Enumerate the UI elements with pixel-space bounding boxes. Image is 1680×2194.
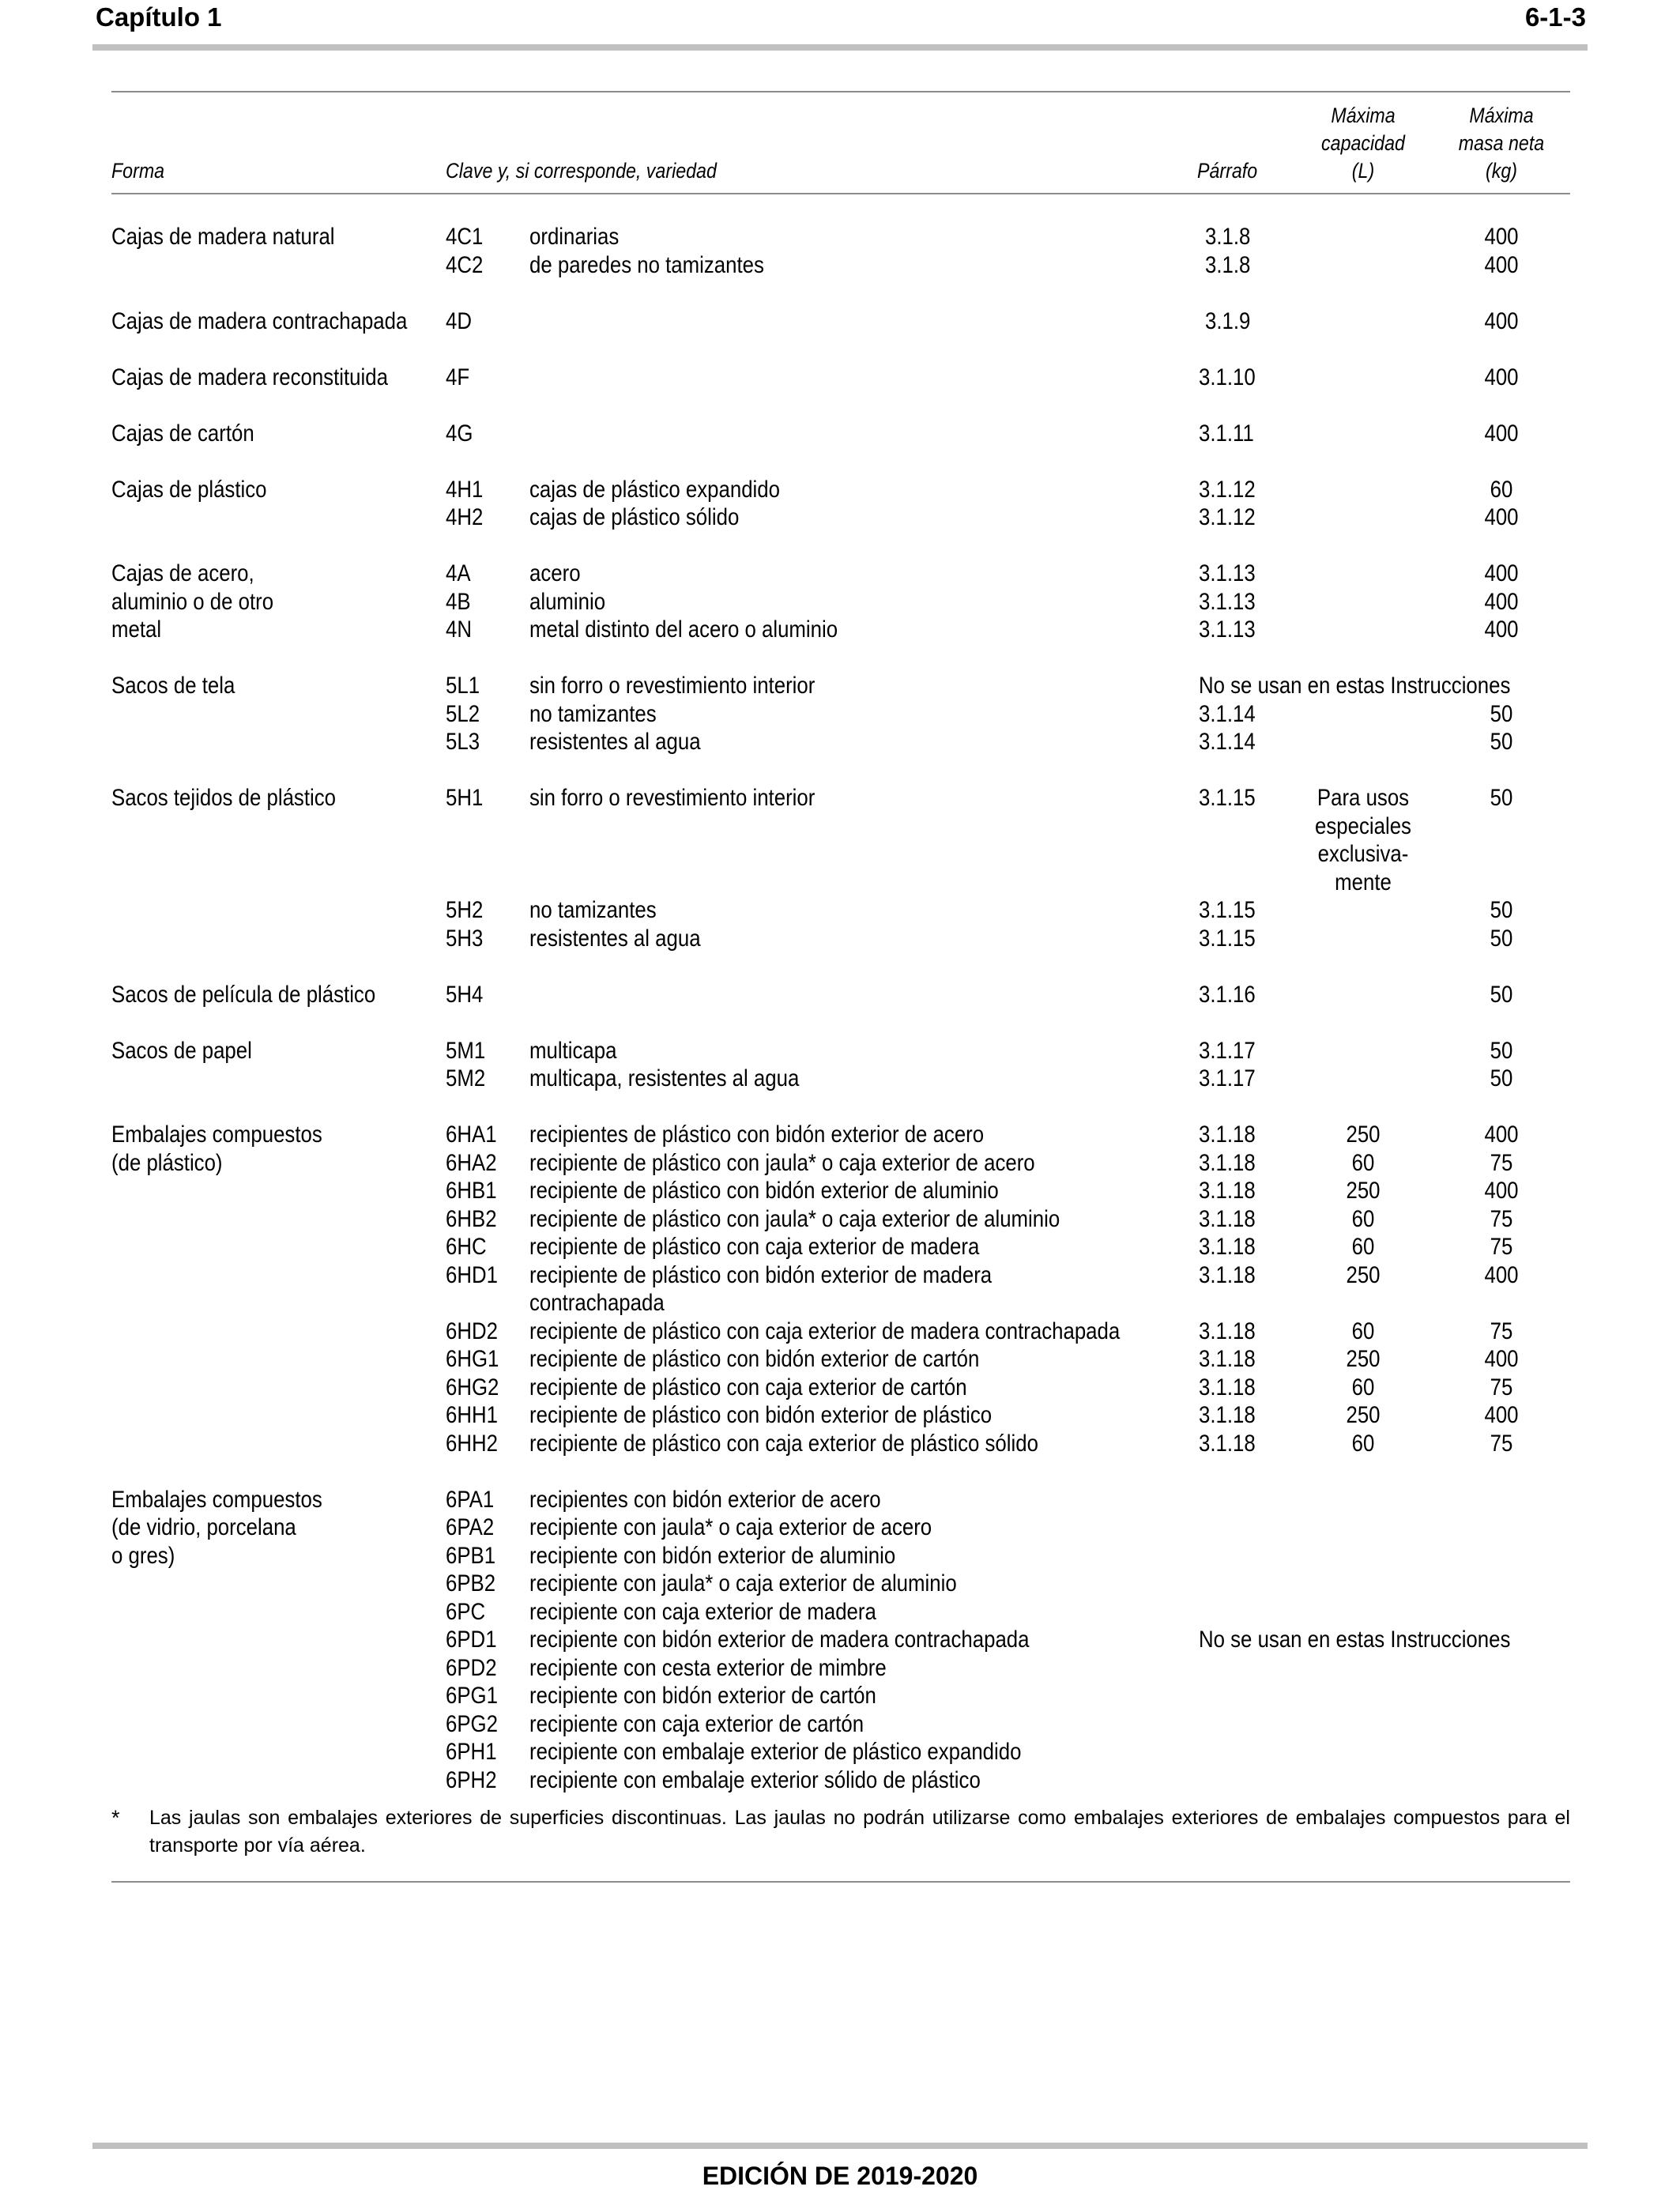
paragraph-cell: 3.1.17 <box>1199 1037 1256 1064</box>
paragraph-cell: 3.1.11 <box>1199 420 1254 447</box>
variety-cell: recipiente de plástico con bidón exterior de madera <box>529 1261 993 1288</box>
paragraph-cell: 3.1.9 <box>1205 307 1251 334</box>
paragraph-cell: 3.1.12 <box>1199 476 1256 503</box>
mass-cell: 50 <box>1490 1065 1513 1091</box>
forma-label: (de vidrio, porcelana <box>111 1514 296 1540</box>
code-cell: 5H4 <box>446 981 484 1008</box>
code-cell: 5L2 <box>446 700 480 727</box>
mass-cell: 50 <box>1490 925 1513 952</box>
variety-cell: recipiente con caja exterior de cartón <box>529 1710 864 1737</box>
variety-cell: cajas de plástico sólido <box>529 504 740 530</box>
forma-label: o gres) <box>111 1542 175 1569</box>
variety-cell: recipiente con bidón exterior de cartón <box>529 1683 876 1709</box>
code-cell: 6HD1 <box>446 1261 498 1288</box>
code-cell: 6PC <box>446 1598 486 1625</box>
paragraph-cell: 3.1.18 <box>1199 1234 1256 1260</box>
code-cell: 6PH2 <box>446 1766 497 1793</box>
mass-cell: 50 <box>1490 700 1513 727</box>
footnote-text: Las jaulas son embalajes exteriores de superficies discontinuas. Las jaulas no podrán utilizarse como embalajes exteriores de embalajes compuestos para el transporte por vía aérea. <box>149 1807 1570 1857</box>
variety-cell: recipiente con embalaje exterior sólido de plástico <box>529 1766 981 1793</box>
not-used-note: No se usan en estas Instrucciones <box>1199 1627 1511 1653</box>
code-cell: 4C2 <box>446 251 484 278</box>
variety-cell: metal distinto del acero o aluminio <box>529 616 838 643</box>
mass-cell: 50 <box>1490 785 1513 811</box>
variety-cell: contrachapada <box>529 1290 665 1316</box>
variety-cell: recipiente de plástico con caja exterior de madera contrachapada <box>529 1318 1121 1344</box>
col-header-masa-2: masa neta <box>1458 131 1545 155</box>
paragraph-cell: 3.1.18 <box>1199 1122 1256 1148</box>
variety-cell: ordinarias <box>529 224 620 250</box>
paragraph-cell: 3.1.18 <box>1199 1205 1256 1232</box>
mass-cell: 50 <box>1490 729 1513 755</box>
code-cell: 6HD2 <box>446 1318 498 1344</box>
variety-cell: recipiente de plástico con bidón exterior de cartón <box>529 1346 980 1372</box>
code-cell: 6PG1 <box>446 1683 498 1709</box>
capacity-cell: mente <box>1335 869 1392 895</box>
col-header-masa-1: Máxima <box>1469 104 1534 127</box>
code-cell: 6HB1 <box>446 1178 497 1204</box>
paragraph-cell: 3.1.12 <box>1199 504 1256 530</box>
forma-label: aluminio o de otro <box>111 588 274 615</box>
edition-label: EDICIÓN DE 2019-2020 <box>702 2162 978 2190</box>
code-cell: 6PA1 <box>446 1486 495 1513</box>
capacity-cell: 60 <box>1351 1205 1375 1232</box>
forma-label: Sacos de película de plástico <box>111 981 376 1008</box>
variety-cell: recipiente con cesta exterior de mimbre <box>529 1654 887 1681</box>
paragraph-cell: 3.1.18 <box>1199 1261 1256 1288</box>
code-cell: 4C1 <box>446 224 484 250</box>
capacity-cell: 60 <box>1351 1318 1375 1344</box>
mass-cell: 400 <box>1484 1178 1519 1204</box>
capacity-cell: 60 <box>1351 1234 1375 1260</box>
variety-cell: no tamizantes <box>529 897 657 923</box>
code-cell: 6PB1 <box>446 1542 496 1569</box>
mass-cell: 75 <box>1490 1374 1513 1400</box>
code-cell: 4D <box>446 307 472 334</box>
code-cell: 6PD1 <box>446 1627 497 1653</box>
paragraph-cell: 3.1.18 <box>1199 1318 1256 1344</box>
variety-cell: recipiente de plástico con jaula* o caja exterior de acero <box>529 1149 1035 1176</box>
variety-cell: de paredes no tamizantes <box>529 251 764 278</box>
capacity-cell: 250 <box>1346 1178 1381 1204</box>
variety-cell: recipiente con embalaje exterior de plástico expandido <box>529 1739 1022 1765</box>
variety-cell: resistentes al agua <box>529 729 701 755</box>
code-cell: 4F <box>446 364 470 390</box>
variety-cell: recipiente de plástico con caja exterior de plástico sólido <box>529 1430 1038 1457</box>
table-bottom-rule <box>111 1881 1570 1883</box>
code-cell: 5H2 <box>446 897 484 923</box>
capacity-cell: 60 <box>1351 1149 1375 1176</box>
code-cell: 5H1 <box>446 785 484 811</box>
forma-label: Sacos tejidos de plástico <box>111 785 336 811</box>
capacity-cell: Para usos <box>1317 785 1410 811</box>
variety-cell: recipiente con bidón exterior de aluminio <box>529 1542 896 1569</box>
variety-cell: resistentes al agua <box>529 925 701 952</box>
code-cell: 6HG2 <box>446 1374 499 1400</box>
mass-cell: 400 <box>1484 1122 1519 1148</box>
code-cell: 5L1 <box>446 673 480 699</box>
mass-cell: 400 <box>1484 364 1519 390</box>
code-cell: 4A <box>446 560 471 586</box>
capacity-cell: exclusiva- <box>1317 841 1409 867</box>
forma-label: metal <box>111 616 162 643</box>
footer-divider <box>92 2143 1588 2149</box>
chapter-title: Capítulo 1 <box>96 2 222 32</box>
forma-label: Cajas de plástico <box>111 476 267 503</box>
code-cell: 4H1 <box>446 476 484 503</box>
code-cell: 6PB2 <box>446 1570 496 1596</box>
paragraph-cell: 3.1.13 <box>1199 616 1256 643</box>
not-used-note: No se usan en estas Instrucciones <box>1199 673 1511 699</box>
variety-cell: recipiente con jaula* o caja exterior de aluminio <box>529 1570 957 1596</box>
variety-cell: recipiente de plástico con bidón exterior de plástico <box>529 1402 993 1428</box>
variety-cell: acero <box>529 560 581 586</box>
forma-label: Cajas de acero, <box>111 560 254 586</box>
paragraph-cell: 3.1.18 <box>1199 1346 1256 1372</box>
code-cell: 6PD2 <box>446 1654 497 1681</box>
mass-cell: 400 <box>1484 224 1519 250</box>
paragraph-cell: 3.1.15 <box>1199 897 1256 923</box>
paragraph-cell: 3.1.18 <box>1199 1374 1256 1400</box>
forma-label: Cajas de madera reconstituida <box>111 364 388 390</box>
code-cell: 6PH1 <box>446 1739 497 1765</box>
mass-cell: 400 <box>1484 1346 1519 1372</box>
paragraph-cell: 3.1.8 <box>1205 251 1251 278</box>
code-cell: 6HA2 <box>446 1149 497 1176</box>
mass-cell: 50 <box>1490 1037 1513 1064</box>
paragraph-cell: 3.1.15 <box>1199 785 1256 811</box>
col-header-parrafo: Párrafo <box>1197 159 1258 183</box>
variety-cell: multicapa <box>529 1037 617 1064</box>
variety-cell: sin forro o revestimiento interior <box>529 785 816 811</box>
variety-cell: recipiente de plástico con bidón exterior de aluminio <box>529 1178 999 1204</box>
code-cell: 5M2 <box>446 1065 486 1091</box>
variety-cell: cajas de plástico expandido <box>529 476 780 503</box>
mass-cell: 400 <box>1484 616 1519 643</box>
variety-cell: recipiente con caja exterior de madera <box>529 1598 876 1625</box>
variety-cell: recipiente de plástico con caja exterior de madera <box>529 1234 980 1260</box>
forma-label: Cajas de cartón <box>111 420 254 447</box>
code-cell: 4H2 <box>446 504 484 530</box>
capacity-cell: 250 <box>1346 1402 1381 1428</box>
forma-label: Embalajes compuestos <box>111 1122 322 1148</box>
capacity-cell: especiales <box>1315 812 1411 839</box>
mass-cell: 75 <box>1490 1234 1513 1260</box>
mass-cell: 400 <box>1484 1261 1519 1288</box>
paragraph-cell: 3.1.13 <box>1199 588 1256 615</box>
paragraph-cell: 3.1.18 <box>1199 1430 1256 1457</box>
code-cell: 4B <box>446 588 471 615</box>
paragraph-cell: 3.1.8 <box>1205 224 1251 250</box>
variety-cell: recipiente de plástico con jaula* o caja exterior de aluminio <box>529 1205 1060 1232</box>
code-cell: 6HC <box>446 1234 487 1260</box>
code-cell: 6HH2 <box>446 1430 498 1457</box>
forma-label: (de plástico) <box>111 1149 223 1176</box>
code-cell: 6HG1 <box>446 1346 499 1372</box>
capacity-cell: 250 <box>1346 1122 1381 1148</box>
variety-cell: aluminio <box>529 588 606 615</box>
code-cell: 4G <box>446 420 473 447</box>
capacity-cell: 60 <box>1351 1374 1375 1400</box>
col-header-clave: Clave y, si corresponde, variedad <box>446 159 717 183</box>
mass-cell: 50 <box>1490 897 1513 923</box>
mass-cell: 400 <box>1484 420 1519 447</box>
forma-label: Sacos de papel <box>111 1037 252 1064</box>
capacity-cell: 250 <box>1346 1261 1381 1288</box>
code-cell: 6HA1 <box>446 1122 497 1148</box>
col-header-forma: Forma <box>111 159 165 183</box>
code-cell: 6PA2 <box>446 1514 495 1540</box>
variety-cell: recipientes con bidón exterior de acero <box>529 1486 881 1513</box>
footnote-marker: * <box>111 1806 120 1830</box>
paragraph-cell: 3.1.18 <box>1199 1402 1256 1428</box>
variety-cell: sin forro o revestimiento interior <box>529 673 816 699</box>
variety-cell: recipiente con bidón exterior de madera contrachapada <box>529 1627 1030 1653</box>
mass-cell: 75 <box>1490 1430 1513 1457</box>
code-cell: 6PG2 <box>446 1710 498 1737</box>
variety-cell: recipiente con jaula* o caja exterior de acero <box>529 1514 932 1540</box>
code-cell: 5M1 <box>446 1037 486 1064</box>
mass-cell: 400 <box>1484 307 1519 334</box>
paragraph-cell: 3.1.13 <box>1199 560 1256 586</box>
forma-label: Embalajes compuestos <box>111 1486 322 1513</box>
mass-cell: 400 <box>1484 560 1519 586</box>
paragraph-cell: 3.1.10 <box>1199 364 1256 390</box>
mass-cell: 400 <box>1484 504 1519 530</box>
col-header-capacidad-3: (L) <box>1351 159 1375 183</box>
forma-label: Cajas de madera natural <box>111 224 335 250</box>
paragraph-cell: 3.1.17 <box>1199 1065 1256 1091</box>
paragraph-cell: 3.1.18 <box>1199 1149 1256 1176</box>
col-header-masa-3: (kg) <box>1486 159 1517 183</box>
paragraph-cell: 3.1.18 <box>1199 1178 1256 1204</box>
variety-cell: recipiente de plástico con caja exterior de cartón <box>529 1374 967 1400</box>
mass-cell: 400 <box>1484 251 1519 278</box>
col-header-capacidad-1: Máxima <box>1331 104 1396 127</box>
mass-cell: 400 <box>1484 1402 1519 1428</box>
paragraph-cell: 3.1.14 <box>1199 729 1256 755</box>
code-cell: 6HH1 <box>446 1402 498 1428</box>
mass-cell: 60 <box>1490 476 1513 503</box>
code-cell: 6HB2 <box>446 1205 497 1232</box>
code-cell: 5H3 <box>446 925 484 952</box>
mass-cell: 75 <box>1490 1149 1513 1176</box>
col-header-capacidad-2: capacidad <box>1321 131 1405 155</box>
mass-cell: 50 <box>1490 981 1513 1008</box>
forma-label: Sacos de tela <box>111 673 235 699</box>
code-cell: 4N <box>446 616 472 643</box>
code-cell: 5L3 <box>446 729 480 755</box>
variety-cell: multicapa, resistentes al agua <box>529 1065 800 1091</box>
paragraph-cell: 3.1.16 <box>1199 981 1256 1008</box>
mass-cell: 75 <box>1490 1318 1513 1344</box>
capacity-cell: 250 <box>1346 1346 1381 1372</box>
mass-cell: 75 <box>1490 1205 1513 1232</box>
capacity-cell: 60 <box>1351 1430 1375 1457</box>
paragraph-cell: 3.1.14 <box>1199 700 1256 727</box>
variety-cell: no tamizantes <box>529 700 657 727</box>
page-number: 6-1-3 <box>1524 2 1586 32</box>
paragraph-cell: 3.1.15 <box>1199 925 1256 952</box>
forma-label: Cajas de madera contrachapada <box>111 307 408 334</box>
variety-cell: recipientes de plástico con bidón exterior de acero <box>529 1122 985 1148</box>
mass-cell: 400 <box>1484 588 1519 615</box>
